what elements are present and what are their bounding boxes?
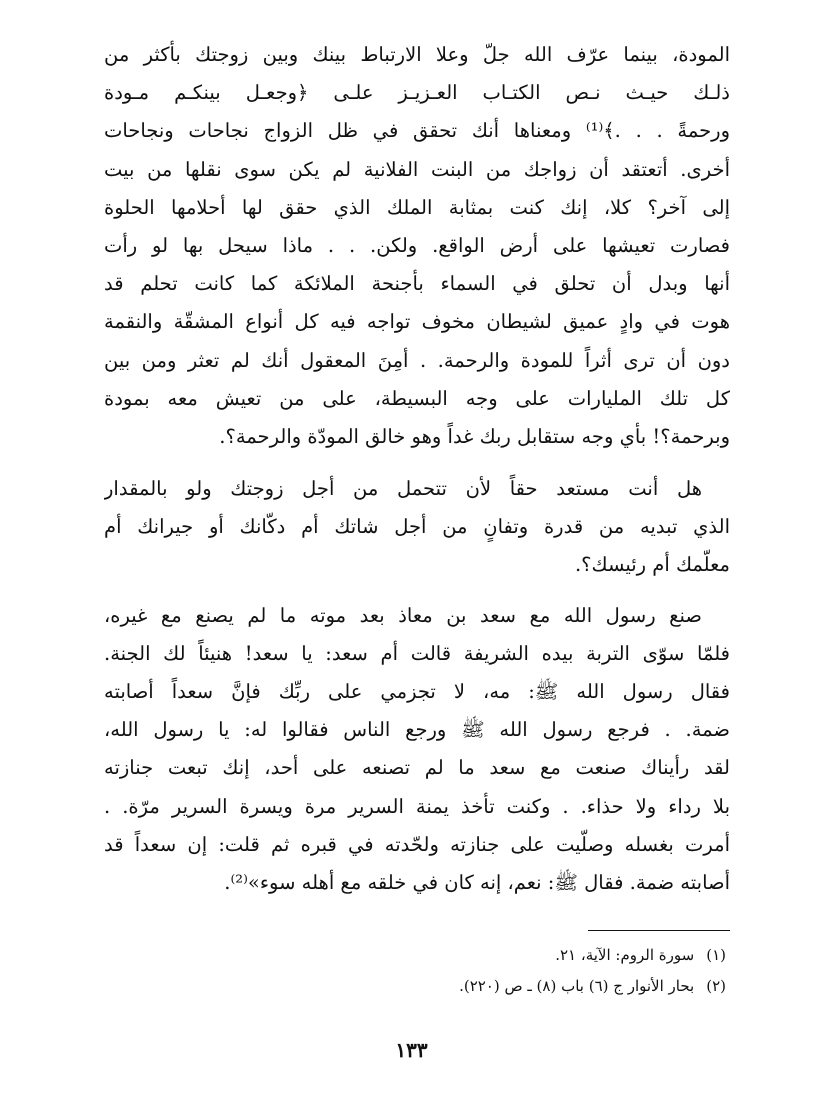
footnote-2	[104, 971, 730, 1002]
text-line: فصارت تعيشها على أرض الواقع. ولكن. . . ماذا سيحل بها لو رأت	[104, 233, 730, 257]
text-line: معلّمك أم رئيسك؟.	[574, 553, 730, 577]
paragraph-gap	[104, 456, 730, 470]
main-text	[104, 36, 730, 902]
paragraph-2	[104, 470, 730, 585]
text-line: صنع رسول الله مع سعد بن معاذ بعد موته ما لم يصنع مع غيره،	[104, 603, 702, 627]
text-line: فقال رسول الله ﷺ: مه، لا تجزمي على ربِّك فإنَّ سعداً أصابته	[104, 680, 730, 703]
text-line: أنها وبدل أن تحلق في السماء بأجنحة الملائكة كما كانت تحلم قد	[104, 272, 730, 296]
footnote-number: (٢)	[706, 977, 726, 995]
paragraph-3	[104, 597, 730, 903]
page-number: ١٣٣	[395, 1038, 428, 1062]
text-line: المودة، بينما عرّف الله جلّ وعلا الارتباط بينك وبين زوجتك بأكثر من	[104, 43, 730, 66]
text-line: ورحمةً . . .﴾⁽¹⁾ ومعناها أنك تحقق في ظل الزواج نجاحات ونجاحات	[104, 119, 730, 143]
text-line: هوت في وادٍ عميق لشيطان مخوف تواجه فيه كل أنواع المشقّة والنقمة	[104, 310, 730, 334]
text-line: فلمّا سوّى التربة بيده الشريفة قالت أم سعد: يا سعد! هنيئاً لك الجنة.	[104, 641, 730, 665]
text-line: أمرت بغسله وصلّيت على جنازته ولحّدته في قبره ثم قلت: إن سعداً قد	[104, 832, 730, 856]
footnote-text: سورة الروم: الآية، ٢١.	[555, 946, 695, 964]
footnote-number: (١)	[706, 946, 726, 964]
text-line: لقد رأيناك صنعت مع سعد ما لم تصنعه على أحد، إنك تبعت جنازته	[104, 756, 730, 780]
text-line: ذلـك حيـث نـص الكتـاب العـزيـز علـى ﴿وجعـل بينكـم مـودة	[104, 81, 730, 105]
text-line: وبرحمة؟! بأي وجه ستقابل ربك غداً وهو خالق المودّة والرحمة؟.	[219, 424, 730, 448]
text-line: كل تلك المليارات على وجه البسيطة، على من تعيش معه بمودة	[104, 386, 730, 410]
paragraph-gap	[104, 585, 730, 597]
text-line: ضمة. . فرجع رسول الله ﷺ ورجع الناس فقالوا له: يا رسول الله،	[104, 718, 730, 742]
text-line: أخرى. أتعتقد أن زواجك من البنت الفلانية لم يكن سوى نقلها من بيت	[104, 157, 730, 181]
footnote-1	[104, 940, 730, 971]
text-line: أصابته ضمة. فقال ﷺ: نعم، إنه كان في خلقه مع أهله سوء»⁽²⁾.	[224, 870, 730, 894]
text-line: هل أنت مستعد حقاً لأن تتحمل من أجل زوجتك ولو بالمقدار	[104, 477, 702, 501]
footnotes	[104, 940, 730, 1002]
text-line: دون أن ترى أثراً للمودة والرحمة. . أمِنَ المعقول أنك لم تعثر ومن بين	[104, 348, 730, 372]
text-line: الذي تبديه من قدرة وتفانٍ من أجل شاتك أم دكّانك أو جيرانك أم	[104, 515, 730, 539]
footnote-divider	[588, 930, 730, 931]
text-line: إلى آخر؟ كلا، إنك كنت بمثابة الملك الذي حقق لها أحلامها الحلوة	[104, 195, 730, 219]
paragraph-1	[104, 36, 730, 456]
text-line: بلا رداء ولا حذاء. . وكنت تأخذ يمنة السرير مرة ويسرة السرير مرّة. .	[104, 794, 730, 818]
footnote-text: بحار الأنوار ج (٦) باب (٨) ـ ص (٢٢٠).	[459, 977, 695, 995]
